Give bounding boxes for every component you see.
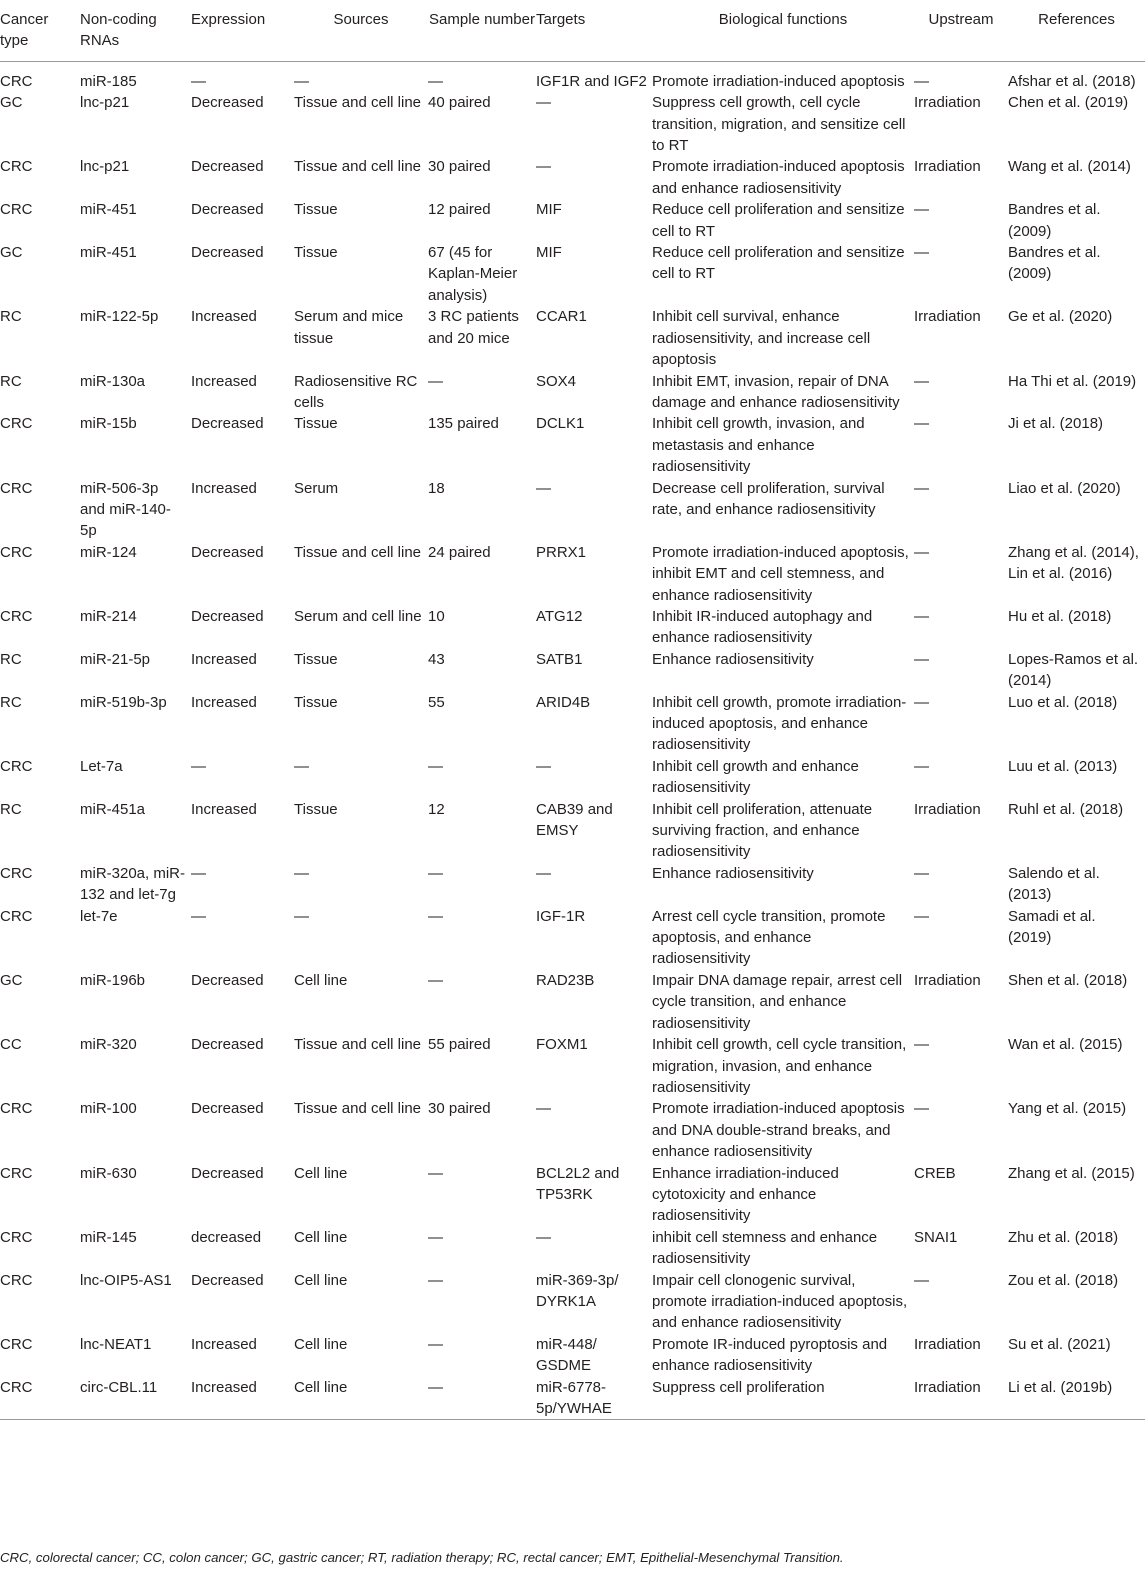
cell-targets: — — [536, 479, 551, 497]
cell-cancer-type: RC — [0, 693, 22, 711]
cell-cancer-type: CRC — [0, 1271, 33, 1289]
cell-non-coding-rna: miR-15b — [80, 415, 137, 433]
table-row — [0, 1034, 1145, 1098]
cell-non-coding-rna: miR-320 — [80, 1036, 137, 1054]
cell-non-coding-rna: miR-21-5p — [80, 650, 151, 668]
cell-references: Shen et al. (2018) — [1008, 971, 1128, 989]
cell-references: Lopes-Ramos et al. (2014) — [1008, 650, 1139, 690]
cell-targets: ATG12 — [536, 607, 583, 625]
table-row — [0, 692, 1145, 756]
cell-non-coding-rna: lnc-p21 — [80, 94, 130, 112]
cell-upstream: — — [914, 479, 929, 497]
cell-expression: Decreased — [191, 201, 264, 219]
table-row — [0, 606, 1145, 649]
cell-cancer-type: GC — [0, 94, 23, 112]
cell-sample-number: — — [428, 757, 443, 775]
cell-cancer-type: GC — [0, 971, 23, 989]
cell-non-coding-rna: miR-130a — [80, 372, 146, 390]
cell-sample-number: — — [428, 1228, 443, 1246]
cell-cancer-type: CRC — [0, 864, 33, 882]
cell-references: Zou et al. (2018) — [1008, 1271, 1119, 1289]
cell-sources: Tissue and cell line — [294, 94, 422, 112]
cell-cancer-type: CRC — [0, 1100, 33, 1118]
cell-expression: Increased — [191, 479, 257, 497]
cell-sources: — — [294, 72, 309, 90]
cell-expression: Decreased — [191, 1271, 264, 1289]
cell-expression: decreased — [191, 1228, 262, 1246]
cell-upstream: — — [914, 650, 929, 668]
cell-biological-functions: Enhance irradiation-induced cytotoxicity and enhance radiosensitivity — [652, 1164, 839, 1225]
cell-sources: Cell line — [294, 1377, 428, 1420]
cell-sample-number: 12 paired — [428, 201, 491, 219]
cell-expression: Increased — [191, 650, 257, 668]
cell-non-coding-rna: miR-451 — [80, 201, 137, 219]
table-row — [0, 863, 1145, 906]
cell-biological-functions: Enhance radiosensitivity — [652, 650, 814, 668]
cell-sample-number: 10 — [428, 607, 445, 625]
cell-references: Ha Thi et al. (2019) — [1008, 372, 1137, 390]
cell-sample-number: 24 paired — [428, 543, 491, 561]
cell-cancer-type: CRC — [0, 72, 33, 90]
cell-references: Wang et al. (2014) — [1008, 158, 1131, 176]
cell-upstream: — — [914, 907, 929, 925]
cell-sources: Serum — [294, 479, 339, 497]
cell-biological-functions: Inhibit cell growth, invasion, and metastasis and enhance radiosensitivity — [652, 415, 865, 476]
cell-references: Liao et al. (2020) — [1008, 479, 1121, 497]
cell-non-coding-rna: miR-320a, miR-132 and let-7g — [80, 864, 186, 904]
cell-sources: Tissue and cell line — [294, 158, 422, 176]
cell-biological-functions: Inhibit IR-induced autophagy and enhance radiosensitivity — [652, 607, 873, 647]
cell-upstream: — — [914, 372, 929, 390]
cell-sample-number: 3 RC patients and 20 mice — [428, 308, 519, 347]
table-row — [0, 1163, 1145, 1227]
cell-biological-functions: Promote irradiation-induced apoptosis — [652, 72, 905, 90]
cell-sample-number: 12 — [428, 800, 445, 818]
header-sample-number: Sample number — [428, 0, 536, 61]
cell-references: Hu et al. (2018) — [1008, 607, 1112, 625]
cell-biological-functions: Impair DNA damage repair, arrest cell cycle transition, and enhance radiosensitivity — [652, 971, 903, 1032]
cell-upstream: SNAI1 — [914, 1228, 958, 1246]
cell-biological-functions: Inhibit cell proliferation, attenuate surviving fraction, and enhance radiosensitivity — [652, 800, 873, 861]
cell-biological-functions: Promote irradiation-induced apoptosis, inhibit EMT and cell stemness, and enhance radiosensitivity — [652, 543, 909, 604]
cell-upstream: Irradiation — [914, 800, 981, 818]
header-biological-functions: Biological functions — [652, 0, 914, 61]
cell-references: Ji et al. (2018) — [1008, 415, 1104, 433]
cell-expression: — — [191, 907, 206, 925]
cell-non-coding-rna: miR-196b — [80, 971, 146, 989]
cell-sources: Cell line — [294, 971, 348, 989]
cell-expression: Increased — [191, 308, 257, 326]
table-row — [0, 1377, 1145, 1420]
cell-cancer-type: CRC — [0, 907, 33, 925]
cell-sample-number: 30 paired — [428, 158, 491, 176]
cell-non-coding-rna: let-7e — [80, 907, 118, 925]
cell-cancer-type: CRC — [0, 1228, 33, 1246]
cell-references: Bandres et al. (2009) — [1008, 244, 1101, 283]
cell-upstream: Irradiation — [914, 158, 981, 176]
cell-expression: Decreased — [191, 971, 264, 989]
cell-targets: IGF1R and IGF2 — [536, 72, 647, 90]
cell-non-coding-rna: miR-185 — [80, 72, 137, 90]
header-cancer-type: Cancer type — [0, 0, 80, 61]
cell-references: Zhang et al. (2015) — [1008, 1164, 1135, 1182]
cell-sources: Serum and cell line — [294, 607, 422, 625]
cell-non-coding-rna: miR-124 — [80, 543, 137, 561]
cell-cancer-type: RC — [0, 308, 22, 326]
cell-non-coding-rna: miR-214 — [80, 607, 137, 625]
cell-sources: — — [294, 757, 309, 775]
cell-expression: Increased — [191, 1377, 294, 1420]
cell-upstream: — — [914, 1100, 929, 1118]
cell-expression: Decreased — [191, 415, 264, 433]
cell-references: Samadi et al. (2019) — [1008, 907, 1096, 947]
cell-references: Chen et al. (2019) — [1008, 94, 1129, 112]
cell-upstream: — — [914, 607, 929, 625]
cell-upstream: — — [914, 864, 929, 882]
cell-upstream: — — [914, 415, 929, 433]
cell-non-coding-rna: miR-451a — [80, 800, 146, 818]
cell-biological-functions: Enhance radiosensitivity — [652, 864, 814, 882]
cell-sources: Tissue — [294, 650, 338, 668]
table-row — [0, 413, 1145, 477]
cell-non-coding-rna: miR-145 — [80, 1228, 137, 1246]
cell-targets: — — [536, 1228, 551, 1246]
cell-cancer-type: CRC — [0, 415, 33, 433]
table-row — [0, 1227, 1145, 1270]
cell-upstream: Irradiation — [914, 94, 981, 112]
header-upstream: Upstream — [914, 0, 1008, 61]
table-row — [0, 970, 1145, 1034]
cell-targets: RAD23B — [536, 971, 595, 989]
cell-upstream: — — [914, 543, 929, 561]
header-references: References — [1008, 0, 1145, 61]
cell-cancer-type: CRC — [0, 1335, 33, 1353]
header-expression: Expression — [191, 0, 294, 61]
cell-biological-functions: Inhibit cell survival, enhance radiosensitivity, and increase cell apoptosis — [652, 308, 871, 369]
cell-sample-number: 18 — [428, 479, 445, 497]
cell-upstream: CREB — [914, 1164, 956, 1182]
cell-targets: — — [536, 757, 551, 775]
cell-expression: — — [191, 72, 206, 90]
cell-cancer-type: CC — [0, 1036, 22, 1054]
cell-upstream: — — [914, 1271, 929, 1289]
cell-cancer-type: CRC — [0, 479, 33, 497]
cell-biological-functions: inhibit cell stemness and enhance radiosensitivity — [652, 1228, 878, 1268]
cell-biological-functions: Promote irradiation-induced apoptosis and DNA double-strand breaks, and enhance radiosensitivity — [652, 1100, 905, 1161]
cell-sources: Tissue — [294, 415, 338, 433]
cell-sources: Cell line — [294, 1271, 348, 1289]
table-row — [0, 1270, 1145, 1334]
header-non-coding-rnas: Non-coding RNAs — [80, 0, 191, 61]
cell-sample-number: — — [428, 1271, 443, 1289]
cell-references: Su et al. (2021) — [1008, 1335, 1111, 1353]
table-row — [0, 92, 1145, 156]
cell-sources: Serum and mice tissue — [294, 308, 404, 347]
cell-targets: — — [536, 94, 551, 112]
cell-targets: — — [536, 158, 551, 176]
table-header — [0, 0, 1145, 61]
cell-expression: — — [191, 864, 206, 882]
cell-targets: miR-6778-5p/YWHAE — [536, 1377, 652, 1420]
cell-sample-number: — — [428, 1164, 443, 1182]
cell-non-coding-rna: miR-506-3p and miR-140-5p — [80, 479, 171, 540]
cell-sample-number: 67 (45 for Kaplan-Meier analysis) — [428, 244, 518, 304]
cell-references: Luo et al. (2018) — [1008, 693, 1118, 711]
cell-biological-functions: Impair cell clonogenic survival, promote irradiation-induced apoptosis, and enhance radiosensitivity — [652, 1271, 908, 1332]
cell-references: Zhu et al. (2018) — [1008, 1228, 1119, 1246]
table-row — [0, 649, 1145, 692]
cell-sample-number: 55 — [428, 693, 445, 711]
cell-targets: — — [536, 1100, 551, 1118]
cell-cancer-type: CRC — [0, 201, 33, 219]
cell-cancer-type: RC — [0, 800, 22, 818]
table-row — [0, 61, 1145, 92]
cell-sources: Tissue — [294, 800, 338, 818]
cell-biological-functions: Suppress cell growth, cell cycle transition, migration, and sensitize cell to RT — [652, 94, 906, 155]
cell-upstream: Irradiation — [914, 308, 981, 326]
table-footnote: CRC, colorectal cancer; CC, colon cancer; GC, gastric cancer; RT, radiation therapy; RC, rectal cancer; EMT, Epithelial-Mesenchymal Transition. — [0, 1550, 844, 1565]
cell-targets: CCAR1 — [536, 308, 587, 326]
cell-expression: Decreased — [191, 244, 264, 262]
cell-upstream: — — [914, 201, 929, 219]
cell-upstream: — — [914, 244, 929, 262]
cell-targets: miR-448/ GSDME — [536, 1335, 597, 1375]
cell-sources: Radiosensitive RC cells — [294, 372, 418, 411]
cell-cancer-type: RC — [0, 650, 22, 668]
cell-targets: IGF-1R — [536, 907, 586, 925]
cell-sources: Tissue — [294, 201, 338, 219]
cell-non-coding-rna: lnc-NEAT1 — [80, 1335, 152, 1353]
cell-references: Ruhl et al. (2018) — [1008, 800, 1124, 818]
cell-biological-functions: Reduce cell proliferation and sensitize cell to RT — [652, 201, 905, 240]
cell-references: Wan et al. (2015) — [1008, 1036, 1123, 1054]
cell-upstream: — — [914, 72, 929, 90]
cell-biological-functions: Decrease cell proliferation, survival rate, and enhance radiosensitivity — [652, 479, 885, 518]
cell-sample-number: — — [428, 971, 443, 989]
cell-references: Li et al. (2019b) — [1008, 1377, 1145, 1420]
cell-references: Afshar et al. (2018) — [1008, 72, 1136, 90]
cell-non-coding-rna: circ-CBL.11 — [80, 1377, 191, 1420]
cell-targets: ARID4B — [536, 693, 591, 711]
cell-biological-functions: Inhibit cell growth, cell cycle transition, migration, invasion, and enhance radiosensitivity — [652, 1036, 907, 1096]
cell-cancer-type: CRC — [0, 158, 33, 176]
cell-sample-number: — — [428, 907, 443, 925]
cell-non-coding-rna: miR-451 — [80, 244, 137, 262]
cell-cancer-type: CRC — [0, 1377, 80, 1420]
cell-sources: — — [294, 864, 309, 882]
cell-sample-number: 135 paired — [428, 415, 499, 433]
cell-targets: CAB39 and EMSY — [536, 800, 613, 840]
cell-sources: Cell line — [294, 1335, 348, 1353]
cell-expression: Decreased — [191, 94, 264, 112]
cell-sources: Cell line — [294, 1164, 348, 1182]
cell-non-coding-rna: miR-100 — [80, 1100, 137, 1118]
table-row — [0, 156, 1145, 199]
table-row — [0, 306, 1145, 370]
table-row — [0, 242, 1145, 306]
table-body — [0, 61, 1145, 1420]
cell-sample-number: 55 paired — [428, 1036, 491, 1054]
table-row — [0, 1098, 1145, 1162]
table-row — [0, 756, 1145, 799]
cell-non-coding-rna: Let-7a — [80, 757, 123, 775]
cell-cancer-type: CRC — [0, 757, 33, 775]
cell-upstream: — — [914, 757, 929, 775]
cell-biological-functions: Inhibit EMT, invasion, repair of DNA damage and enhance radiosensitivity — [652, 372, 900, 411]
cell-sample-number: — — [428, 1377, 536, 1420]
cell-upstream: — — [914, 693, 929, 711]
table-row — [0, 799, 1145, 863]
cell-biological-functions: Inhibit cell growth and enhance radiosensitivity — [652, 757, 859, 797]
cell-targets: FOXM1 — [536, 1036, 588, 1054]
cell-non-coding-rna: miR-122-5p — [80, 308, 159, 326]
cell-biological-functions: Reduce cell proliferation and sensitize cell to RT — [652, 244, 905, 283]
cell-non-coding-rna: lnc-OIP5-AS1 — [80, 1271, 172, 1289]
cell-targets: miR-369-3p/ DYRK1A — [536, 1271, 619, 1310]
header-sources: Sources — [294, 0, 428, 61]
cell-cancer-type: CRC — [0, 543, 33, 561]
cell-sample-number: — — [428, 372, 443, 390]
cell-targets: BCL2L2 and TP53RK — [536, 1164, 620, 1203]
cell-biological-functions: Suppress cell proliferation — [652, 1377, 914, 1420]
cell-upstream: Irradiation — [914, 1377, 1008, 1420]
cell-sample-number: — — [428, 864, 443, 882]
cell-cancer-type: GC — [0, 244, 23, 262]
cell-upstream: Irradiation — [914, 971, 981, 989]
cell-targets: — — [536, 864, 551, 882]
cell-non-coding-rna: miR-630 — [80, 1164, 137, 1182]
table-row — [0, 478, 1145, 542]
cell-expression: Increased — [191, 1335, 257, 1353]
cell-sources: Tissue and cell line — [294, 1036, 422, 1054]
cell-sample-number: — — [428, 1335, 443, 1353]
table-row — [0, 1334, 1145, 1377]
cell-expression: Decreased — [191, 1100, 264, 1118]
cell-cancer-type: CRC — [0, 1164, 33, 1182]
cell-targets: PRRX1 — [536, 543, 587, 561]
cell-expression: Decreased — [191, 1036, 264, 1054]
cell-references: Yang et al. (2015) — [1008, 1100, 1127, 1118]
header-targets: Targets — [536, 0, 652, 61]
cell-references: Zhang et al. (2014), Lin et al. (2016) — [1008, 543, 1139, 583]
cell-biological-functions: Promote IR-induced pyroptosis and enhance radiosensitivity — [652, 1335, 888, 1375]
cell-non-coding-rna: lnc-p21 — [80, 158, 130, 176]
cell-sample-number: 30 paired — [428, 1100, 491, 1118]
cell-targets: SOX4 — [536, 372, 577, 390]
cell-biological-functions: Inhibit cell growth, promote irradiation-induced apoptosis, and enhance radiosensitivity — [652, 693, 907, 754]
cell-sources: — — [294, 907, 309, 925]
cell-references: Bandres et al. (2009) — [1008, 201, 1101, 240]
table-row — [0, 199, 1145, 242]
cell-expression: Decreased — [191, 607, 264, 625]
cell-references: Ge et al. (2020) — [1008, 308, 1113, 326]
cell-targets: MIF — [536, 244, 562, 262]
cell-biological-functions: Promote irradiation-induced apoptosis and enhance radiosensitivity — [652, 158, 905, 197]
cell-references: Luu et al. (2013) — [1008, 757, 1118, 775]
cell-targets: SATB1 — [536, 650, 583, 668]
cell-targets: MIF — [536, 201, 562, 219]
cell-sample-number: — — [428, 72, 443, 90]
cell-upstream: Irradiation — [914, 1335, 981, 1353]
cell-expression: Increased — [191, 800, 257, 818]
cell-non-coding-rna: miR-519b-3p — [80, 693, 167, 711]
cell-biological-functions: Arrest cell cycle transition, promote apoptosis, and enhance radiosensitivity — [652, 907, 886, 968]
cell-references: Salendo et al. (2013) — [1008, 864, 1100, 904]
cell-upstream: — — [914, 1036, 929, 1054]
cell-sources: Cell line — [294, 1228, 348, 1246]
cell-sample-number: 40 paired — [428, 94, 491, 112]
cell-sources: Tissue — [294, 244, 338, 262]
cell-expression: Increased — [191, 693, 257, 711]
cell-cancer-type: RC — [0, 372, 22, 390]
table-row — [0, 906, 1145, 970]
cell-expression: — — [191, 757, 206, 775]
cell-sources: Tissue — [294, 693, 338, 711]
table-row — [0, 542, 1145, 606]
cell-sources: Tissue and cell line — [294, 543, 422, 561]
cell-expression: Decreased — [191, 158, 264, 176]
cell-cancer-type: CRC — [0, 607, 33, 625]
table-row — [0, 371, 1145, 414]
cell-expression: Decreased — [191, 543, 264, 561]
cell-sample-number: 43 — [428, 650, 445, 668]
cell-expression: Decreased — [191, 1164, 264, 1182]
cell-sources: Tissue and cell line — [294, 1100, 422, 1118]
cell-expression: Increased — [191, 372, 257, 390]
cell-targets: DCLK1 — [536, 415, 585, 433]
